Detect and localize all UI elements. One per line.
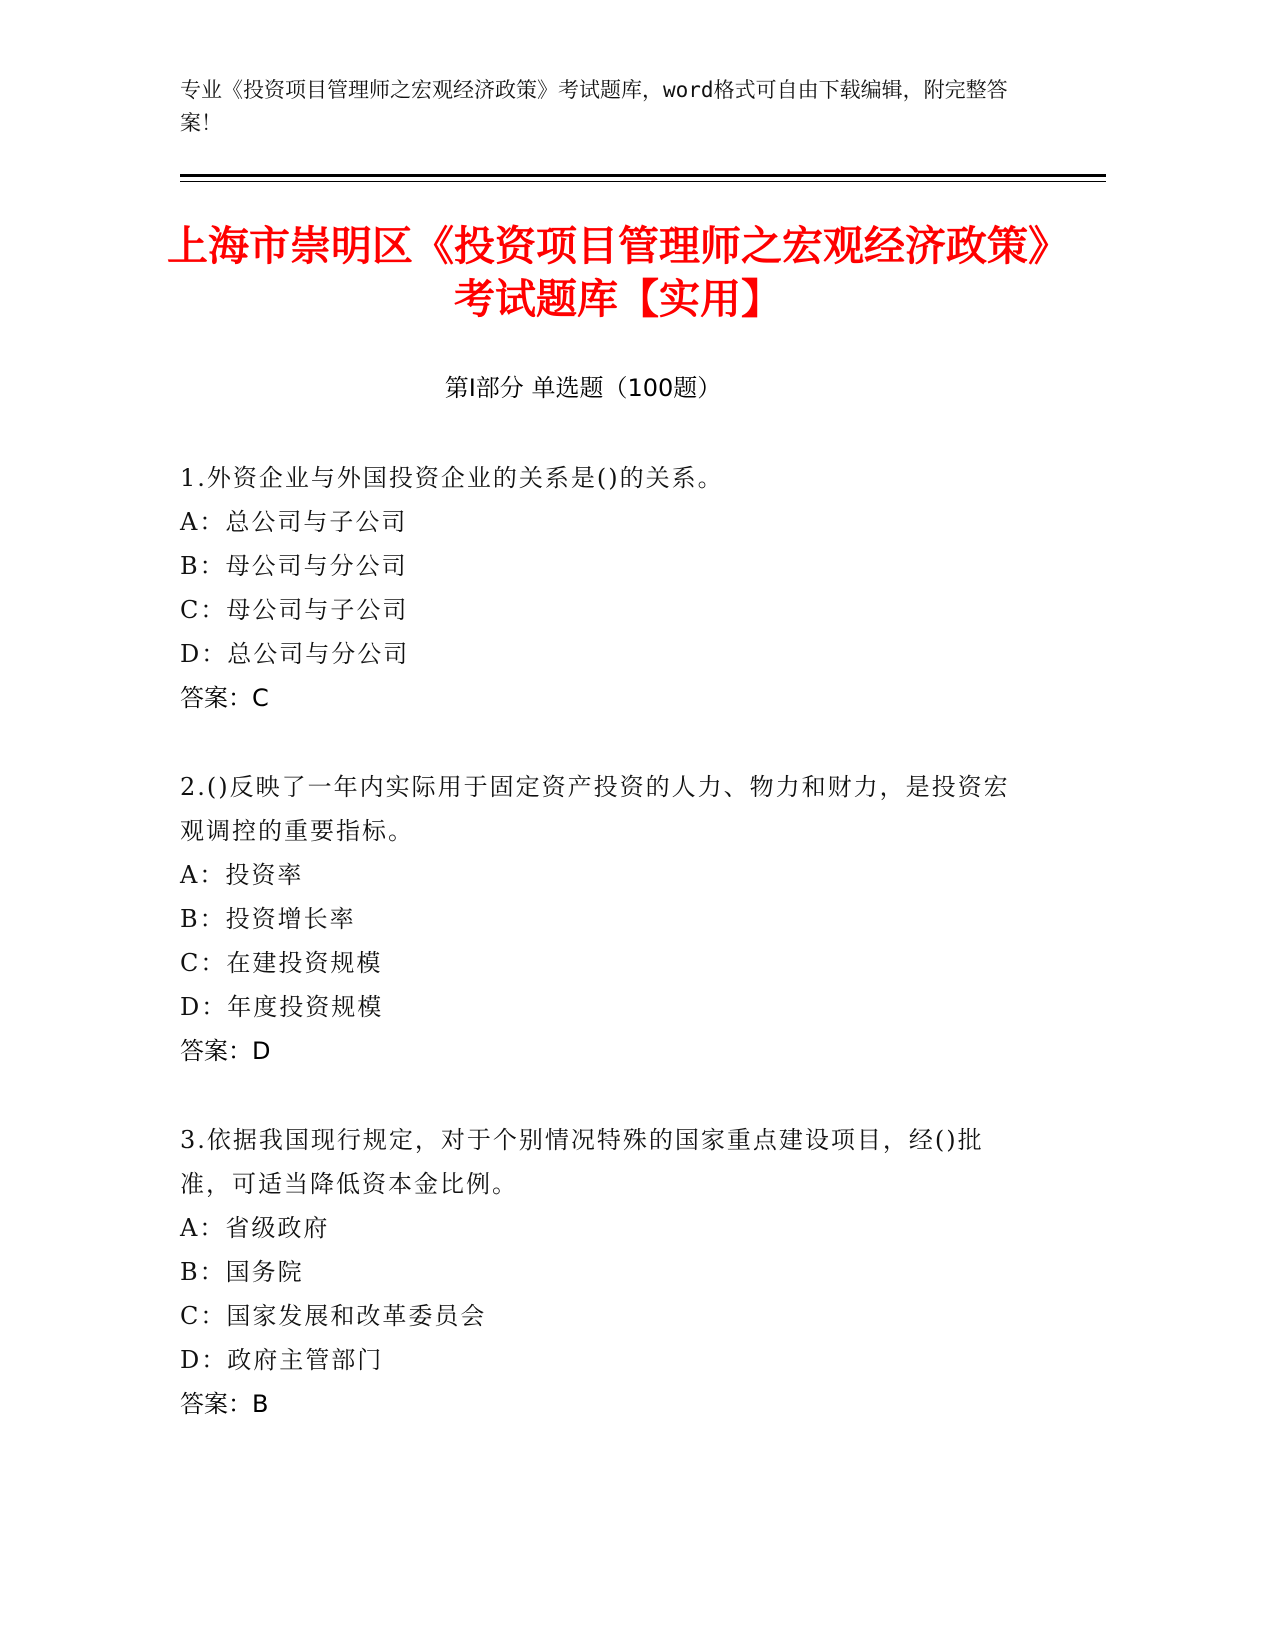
question-stem: 1.外资企业与外国投资企业的关系是()的关系。 bbox=[180, 464, 724, 492]
question-stem: 3.依据我国现行规定，对于个别情况特殊的国家重点建设项目，经()批准，可适当降低资本金比例。 bbox=[180, 1126, 984, 1198]
question-3 bbox=[180, 1118, 1030, 1426]
answer: 答案：D bbox=[180, 1037, 271, 1065]
option-c: C：母公司与子公司 bbox=[180, 596, 409, 624]
header-divider-thick bbox=[180, 174, 1106, 177]
option-d: D：政府主管部门 bbox=[180, 1346, 384, 1374]
question-1 bbox=[180, 456, 1030, 720]
option-c: C：在建投资规模 bbox=[180, 949, 383, 977]
option-d: D：总公司与分公司 bbox=[180, 640, 410, 668]
option-a: A：总公司与子公司 bbox=[180, 508, 408, 536]
option-b: B：投资增长率 bbox=[180, 905, 356, 933]
option-b: B：国务院 bbox=[180, 1258, 304, 1286]
answer: 答案：B bbox=[180, 1390, 269, 1418]
option-c: C：国家发展和改革委员会 bbox=[180, 1302, 487, 1330]
question-stem: 2.()反映了一年内实际用于固定资产投资的人力、物力和财力，是投资宏观调控的重要指标。 bbox=[180, 773, 1010, 845]
header-divider-thin bbox=[180, 181, 1106, 182]
question-2 bbox=[180, 765, 1030, 1073]
option-a: A：省级政府 bbox=[180, 1214, 330, 1242]
option-b: B：母公司与分公司 bbox=[180, 552, 408, 580]
document-title: 上海市崇明区《投资项目管理师之宏观经济政策》考试题库【实用】 bbox=[167, 222, 1069, 323]
question-list bbox=[180, 456, 1030, 1471]
option-a: A：投资率 bbox=[180, 861, 304, 889]
answer: 答案：C bbox=[180, 684, 269, 712]
header-note: 专业《投资项目管理师之宏观经济政策》考试题库，word格式可自由下载编辑，附完整答案！ bbox=[180, 78, 1008, 135]
option-d: D：年度投资规模 bbox=[180, 993, 384, 1021]
section-title: 第Ⅰ部分 单选题（100题） bbox=[444, 374, 722, 402]
